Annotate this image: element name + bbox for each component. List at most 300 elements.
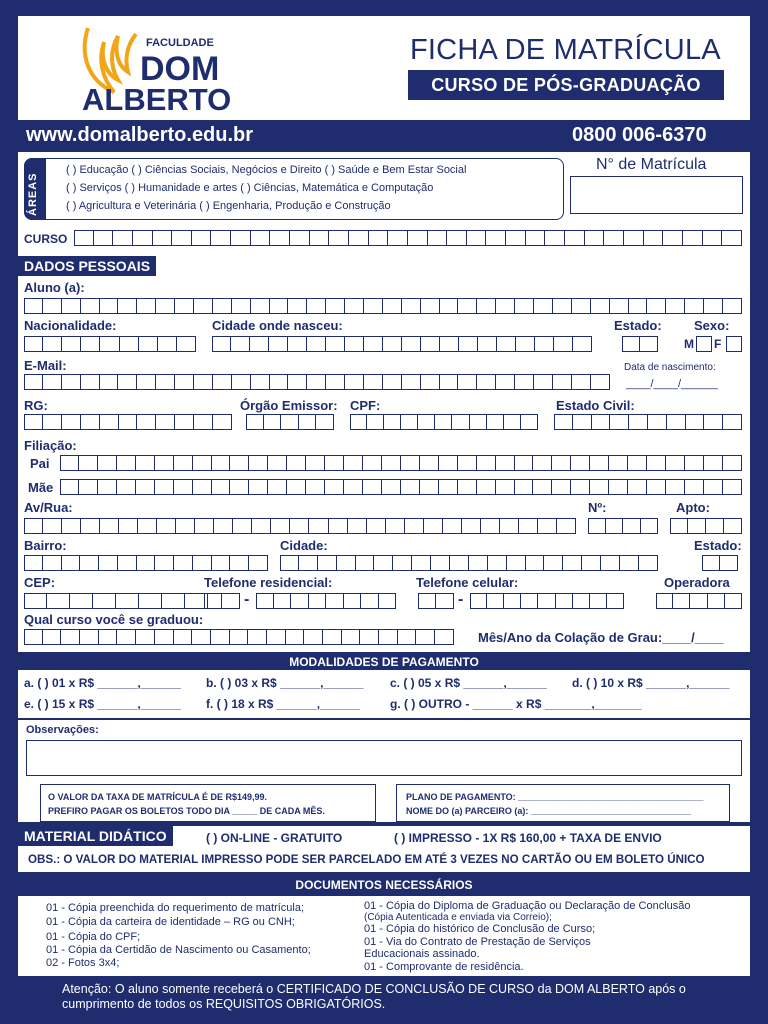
- char-box[interactable]: [670, 518, 688, 534]
- char-box[interactable]: [481, 518, 500, 534]
- char-box[interactable]: [557, 518, 576, 534]
- char-box[interactable]: [440, 298, 459, 314]
- char-box[interactable]: [326, 593, 344, 609]
- char-box[interactable]: [388, 230, 408, 246]
- char-box[interactable]: [222, 593, 240, 609]
- email-input[interactable]: [24, 374, 610, 390]
- char-box[interactable]: [418, 414, 435, 430]
- char-box[interactable]: [640, 336, 658, 352]
- char-box[interactable]: [533, 455, 552, 471]
- char-box[interactable]: [724, 518, 742, 534]
- char-box[interactable]: [24, 593, 47, 609]
- telefone-residencial-input[interactable]: [256, 593, 396, 609]
- char-box[interactable]: [175, 298, 194, 314]
- char-box[interactable]: [350, 414, 367, 430]
- estado-civil-input[interactable]: [554, 414, 742, 430]
- char-box[interactable]: [290, 230, 310, 246]
- char-box[interactable]: [554, 414, 573, 430]
- char-box[interactable]: [582, 555, 601, 571]
- char-box[interactable]: [268, 479, 287, 495]
- char-box[interactable]: [526, 555, 545, 571]
- char-box[interactable]: [515, 479, 534, 495]
- char-box[interactable]: [325, 455, 344, 471]
- char-box[interactable]: [439, 455, 458, 471]
- char-box[interactable]: [382, 455, 401, 471]
- char-box[interactable]: [100, 374, 119, 390]
- char-box[interactable]: [118, 298, 137, 314]
- char-box[interactable]: [500, 518, 519, 534]
- char-box[interactable]: [364, 336, 383, 352]
- char-box[interactable]: [367, 518, 386, 534]
- char-box[interactable]: [81, 298, 100, 314]
- char-box[interactable]: [344, 593, 362, 609]
- char-box[interactable]: [24, 555, 43, 571]
- char-box[interactable]: [421, 374, 440, 390]
- pai-input[interactable]: [60, 455, 742, 471]
- char-box[interactable]: [174, 479, 193, 495]
- char-box[interactable]: [516, 336, 535, 352]
- char-box[interactable]: [535, 336, 554, 352]
- char-box[interactable]: [119, 518, 138, 534]
- char-box[interactable]: [604, 230, 624, 246]
- char-box[interactable]: [62, 555, 81, 571]
- char-box[interactable]: [249, 479, 268, 495]
- dia-boleto-text[interactable]: PREFIRO PAGAR OS BOLETOS TODO DIA _____ DE CADA MÊS.: [48, 806, 325, 816]
- char-box[interactable]: [133, 230, 153, 246]
- char-box[interactable]: [571, 479, 590, 495]
- char-box[interactable]: [590, 593, 607, 609]
- char-box[interactable]: [402, 336, 421, 352]
- char-box[interactable]: [137, 555, 156, 571]
- char-box[interactable]: [100, 298, 119, 314]
- char-box[interactable]: [194, 374, 213, 390]
- char-box[interactable]: [117, 629, 136, 645]
- char-box[interactable]: [629, 414, 648, 430]
- cidade-nasceu-input[interactable]: [212, 336, 592, 352]
- char-box[interactable]: [421, 336, 440, 352]
- char-box[interactable]: [288, 374, 307, 390]
- char-box[interactable]: [62, 518, 81, 534]
- material-online-option[interactable]: ( ) ON-LINE - GRATUITO: [206, 831, 343, 845]
- char-box[interactable]: [24, 298, 43, 314]
- char-box[interactable]: [386, 518, 405, 534]
- char-box[interactable]: [641, 518, 659, 534]
- char-box[interactable]: [213, 414, 232, 430]
- char-box[interactable]: [329, 230, 349, 246]
- char-box[interactable]: [420, 455, 439, 471]
- char-box[interactable]: [24, 374, 43, 390]
- char-box[interactable]: [118, 555, 137, 571]
- char-box[interactable]: [379, 629, 398, 645]
- char-box[interactable]: [572, 298, 591, 314]
- char-box[interactable]: [361, 593, 379, 609]
- char-box[interactable]: [458, 455, 477, 471]
- char-box[interactable]: [610, 298, 629, 314]
- char-box[interactable]: [310, 230, 330, 246]
- char-box[interactable]: [666, 298, 685, 314]
- sexo-m-checkbox[interactable]: [696, 336, 712, 352]
- char-box[interactable]: [286, 629, 305, 645]
- numero-input[interactable]: [588, 518, 658, 534]
- char-box[interactable]: [249, 555, 268, 571]
- char-box[interactable]: [326, 374, 345, 390]
- char-box[interactable]: [609, 455, 628, 471]
- char-box[interactable]: [487, 593, 504, 609]
- char-box[interactable]: [252, 518, 271, 534]
- char-box[interactable]: [439, 479, 458, 495]
- char-box[interactable]: [363, 479, 382, 495]
- char-box[interactable]: [232, 374, 251, 390]
- char-box[interactable]: [251, 298, 270, 314]
- char-box[interactable]: [212, 479, 231, 495]
- char-box[interactable]: [573, 593, 590, 609]
- pagamento-opcao-e[interactable]: e. ( ) 15 x R$ ______,______: [24, 697, 181, 711]
- char-box[interactable]: [644, 230, 664, 246]
- char-box[interactable]: [230, 479, 249, 495]
- areas-line-3[interactable]: ( ) Agricultura e Veterinária ( ) Engenharia, Produção e Construção: [66, 200, 391, 212]
- mes-ano-colacao[interactable]: Mês/Ano da Colação de Grau:____/____: [478, 630, 724, 645]
- char-box[interactable]: [666, 455, 685, 471]
- char-box[interactable]: [271, 518, 290, 534]
- char-box[interactable]: [233, 518, 252, 534]
- char-box[interactable]: [306, 455, 325, 471]
- char-box[interactable]: [497, 336, 516, 352]
- aluno-input[interactable]: [24, 298, 742, 314]
- char-box[interactable]: [43, 414, 62, 430]
- char-box[interactable]: [401, 479, 420, 495]
- char-box[interactable]: [496, 298, 515, 314]
- char-box[interactable]: [211, 629, 230, 645]
- char-box[interactable]: [230, 455, 249, 471]
- char-box[interactable]: [440, 336, 459, 352]
- char-box[interactable]: [316, 414, 334, 430]
- char-box[interactable]: [431, 555, 450, 571]
- char-box[interactable]: [458, 374, 477, 390]
- char-box[interactable]: [193, 555, 212, 571]
- char-box[interactable]: [98, 455, 117, 471]
- char-box[interactable]: [119, 414, 138, 430]
- char-box[interactable]: [553, 374, 572, 390]
- char-box[interactable]: [401, 414, 418, 430]
- char-box[interactable]: [452, 414, 469, 430]
- nome-parceiro-field[interactable]: NOME DO (a) PARCEIRO (a): ________________________________: [406, 806, 692, 816]
- char-box[interactable]: [592, 414, 611, 430]
- char-box[interactable]: [249, 455, 268, 471]
- char-box[interactable]: [100, 336, 119, 352]
- char-box[interactable]: [706, 518, 724, 534]
- char-box[interactable]: [270, 374, 289, 390]
- char-box[interactable]: [139, 593, 162, 609]
- char-box[interactable]: [590, 479, 609, 495]
- char-box[interactable]: [174, 455, 193, 471]
- char-box[interactable]: [70, 593, 93, 609]
- char-box[interactable]: [325, 479, 344, 495]
- char-box[interactable]: [281, 414, 299, 430]
- char-box[interactable]: [725, 593, 742, 609]
- char-box[interactable]: [534, 374, 553, 390]
- char-box[interactable]: [81, 414, 100, 430]
- char-box[interactable]: [299, 555, 318, 571]
- char-box[interactable]: [94, 230, 114, 246]
- char-box[interactable]: [723, 479, 742, 495]
- char-box[interactable]: [153, 230, 173, 246]
- char-box[interactable]: [720, 555, 738, 571]
- char-box[interactable]: [307, 336, 326, 352]
- char-box[interactable]: [231, 336, 250, 352]
- char-box[interactable]: [60, 455, 79, 471]
- char-box[interactable]: [337, 555, 356, 571]
- char-box[interactable]: [80, 555, 99, 571]
- char-box[interactable]: [639, 555, 658, 571]
- char-box[interactable]: [384, 414, 401, 430]
- char-box[interactable]: [647, 455, 666, 471]
- char-box[interactable]: [443, 518, 462, 534]
- char-box[interactable]: [488, 555, 507, 571]
- char-box[interactable]: [43, 518, 62, 534]
- pagamento-opcao-b[interactable]: b. ( ) 03 x R$ ______,______: [206, 676, 364, 690]
- char-box[interactable]: [344, 479, 363, 495]
- char-box[interactable]: [688, 518, 706, 534]
- cidade-input[interactable]: [280, 555, 658, 571]
- char-box[interactable]: [521, 593, 538, 609]
- cpf-input[interactable]: [350, 414, 538, 430]
- char-box[interactable]: [552, 455, 571, 471]
- char-box[interactable]: [212, 555, 231, 571]
- char-box[interactable]: [458, 479, 477, 495]
- char-box[interactable]: [137, 414, 156, 430]
- char-box[interactable]: [666, 479, 685, 495]
- char-box[interactable]: [136, 479, 155, 495]
- char-box[interactable]: [155, 455, 174, 471]
- char-box[interactable]: [398, 629, 417, 645]
- char-box[interactable]: [232, 298, 251, 314]
- char-box[interactable]: [504, 414, 521, 430]
- char-box[interactable]: [62, 298, 81, 314]
- char-box[interactable]: [420, 479, 439, 495]
- char-box[interactable]: [113, 230, 133, 246]
- char-box[interactable]: [607, 593, 624, 609]
- char-box[interactable]: [264, 414, 282, 430]
- data-nascimento-input[interactable]: ____/____/______: [626, 378, 718, 390]
- char-box[interactable]: [81, 336, 100, 352]
- telefone-celular-ddd-input[interactable]: [418, 593, 454, 609]
- char-box[interactable]: [477, 479, 496, 495]
- char-box[interactable]: [402, 298, 421, 314]
- char-box[interactable]: [176, 518, 195, 534]
- char-box[interactable]: [629, 298, 648, 314]
- estado2-input[interactable]: [702, 555, 738, 571]
- char-box[interactable]: [572, 374, 591, 390]
- char-box[interactable]: [269, 336, 288, 352]
- char-box[interactable]: [193, 479, 212, 495]
- orgao-emissor-input[interactable]: [246, 414, 334, 430]
- char-box[interactable]: [43, 336, 62, 352]
- char-box[interactable]: [383, 298, 402, 314]
- char-box[interactable]: [515, 298, 534, 314]
- char-box[interactable]: [118, 374, 137, 390]
- char-box[interactable]: [256, 593, 274, 609]
- char-box[interactable]: [379, 593, 397, 609]
- char-box[interactable]: [323, 629, 342, 645]
- char-box[interactable]: [467, 230, 487, 246]
- char-box[interactable]: [704, 414, 723, 430]
- char-box[interactable]: [496, 455, 515, 471]
- char-box[interactable]: [545, 230, 565, 246]
- char-box[interactable]: [117, 455, 136, 471]
- pagamento-opcao-f[interactable]: f. ( ) 18 x R$ ______,______: [206, 697, 361, 711]
- char-box[interactable]: [306, 479, 325, 495]
- char-box[interactable]: [250, 336, 269, 352]
- char-box[interactable]: [24, 336, 43, 352]
- char-box[interactable]: [62, 336, 81, 352]
- char-box[interactable]: [393, 555, 412, 571]
- plano-pagamento-field[interactable]: PLANO DE PAGAMENTO: _____________________________________: [406, 792, 704, 802]
- char-box[interactable]: [408, 230, 428, 246]
- operadora-input[interactable]: [656, 593, 742, 609]
- char-box[interactable]: [723, 414, 742, 430]
- char-box[interactable]: [585, 230, 605, 246]
- char-box[interactable]: [192, 629, 211, 645]
- char-box[interactable]: [704, 298, 723, 314]
- char-box[interactable]: [506, 230, 526, 246]
- char-box[interactable]: [364, 298, 383, 314]
- char-box[interactable]: [401, 455, 420, 471]
- qual-curso-input[interactable]: [24, 629, 454, 645]
- observacoes-field[interactable]: [26, 740, 742, 776]
- char-box[interactable]: [156, 414, 175, 430]
- char-box[interactable]: [299, 414, 317, 430]
- char-box[interactable]: [136, 629, 155, 645]
- char-box[interactable]: [155, 555, 174, 571]
- char-box[interactable]: [248, 629, 267, 645]
- apto-input[interactable]: [670, 518, 742, 534]
- char-box[interactable]: [345, 374, 364, 390]
- char-box[interactable]: [622, 336, 640, 352]
- char-box[interactable]: [81, 374, 100, 390]
- char-box[interactable]: [192, 230, 212, 246]
- char-box[interactable]: [515, 455, 534, 471]
- char-box[interactable]: [647, 479, 666, 495]
- pagamento-opcao-d[interactable]: d. ( ) 10 x R$ ______,______: [572, 676, 730, 690]
- char-box[interactable]: [374, 555, 393, 571]
- char-box[interactable]: [175, 374, 194, 390]
- char-box[interactable]: [591, 374, 610, 390]
- char-box[interactable]: [195, 518, 214, 534]
- sexo-f-checkbox[interactable]: [726, 336, 742, 352]
- char-box[interactable]: [172, 230, 192, 246]
- char-box[interactable]: [43, 629, 62, 645]
- char-box[interactable]: [155, 479, 174, 495]
- char-box[interactable]: [440, 374, 459, 390]
- char-box[interactable]: [534, 298, 553, 314]
- char-box[interactable]: [383, 336, 402, 352]
- char-box[interactable]: [79, 479, 98, 495]
- char-box[interactable]: [211, 230, 231, 246]
- char-box[interactable]: [486, 230, 506, 246]
- char-box[interactable]: [412, 555, 431, 571]
- char-box[interactable]: [61, 629, 80, 645]
- char-box[interactable]: [416, 629, 435, 645]
- char-box[interactable]: [364, 374, 383, 390]
- char-box[interactable]: [496, 374, 515, 390]
- char-box[interactable]: [307, 298, 326, 314]
- char-box[interactable]: [74, 230, 94, 246]
- char-box[interactable]: [230, 629, 249, 645]
- char-box[interactable]: [120, 336, 139, 352]
- char-box[interactable]: [137, 374, 156, 390]
- char-box[interactable]: [458, 298, 477, 314]
- char-box[interactable]: [246, 414, 264, 430]
- char-box[interactable]: [673, 593, 690, 609]
- char-box[interactable]: [556, 593, 573, 609]
- char-box[interactable]: [175, 414, 194, 430]
- char-box[interactable]: [349, 230, 369, 246]
- char-box[interactable]: [363, 455, 382, 471]
- char-box[interactable]: [369, 230, 389, 246]
- char-box[interactable]: [722, 230, 742, 246]
- char-box[interactable]: [158, 336, 177, 352]
- char-box[interactable]: [685, 298, 704, 314]
- char-box[interactable]: [287, 455, 306, 471]
- areas-line-2[interactable]: ( ) Serviços ( ) Humanidade e artes ( ) Ciências, Matemática e Computação: [66, 182, 434, 194]
- char-box[interactable]: [683, 230, 703, 246]
- char-box[interactable]: [663, 230, 683, 246]
- char-box[interactable]: [139, 336, 158, 352]
- char-box[interactable]: [213, 298, 232, 314]
- char-box[interactable]: [591, 298, 610, 314]
- char-box[interactable]: [212, 336, 231, 352]
- char-box[interactable]: [421, 298, 440, 314]
- char-box[interactable]: [519, 518, 538, 534]
- estado-input[interactable]: [622, 336, 658, 352]
- char-box[interactable]: [251, 230, 271, 246]
- char-box[interactable]: [43, 298, 62, 314]
- char-box[interactable]: [138, 518, 157, 534]
- char-box[interactable]: [212, 455, 231, 471]
- char-box[interactable]: [565, 230, 585, 246]
- char-box[interactable]: [43, 374, 62, 390]
- char-box[interactable]: [100, 414, 119, 430]
- char-box[interactable]: [79, 455, 98, 471]
- char-box[interactable]: [418, 593, 436, 609]
- char-box[interactable]: [213, 374, 232, 390]
- char-box[interactable]: [685, 455, 704, 471]
- matricula-number-field[interactable]: [570, 176, 743, 214]
- mae-input[interactable]: [60, 479, 742, 495]
- char-box[interactable]: [628, 479, 647, 495]
- char-box[interactable]: [507, 555, 526, 571]
- char-box[interactable]: [345, 336, 364, 352]
- char-box[interactable]: [620, 555, 639, 571]
- char-box[interactable]: [515, 374, 534, 390]
- char-box[interactable]: [623, 518, 641, 534]
- char-box[interactable]: [648, 414, 667, 430]
- char-box[interactable]: [435, 629, 454, 645]
- char-box[interactable]: [137, 298, 156, 314]
- char-box[interactable]: [60, 479, 79, 495]
- char-box[interactable]: [344, 455, 363, 471]
- char-box[interactable]: [62, 374, 81, 390]
- char-box[interactable]: [609, 479, 628, 495]
- website-link[interactable]: www.domalberto.edu.br: [26, 124, 254, 146]
- char-box[interactable]: [230, 555, 249, 571]
- char-box[interactable]: [99, 555, 118, 571]
- char-box[interactable]: [703, 230, 723, 246]
- char-box[interactable]: [478, 336, 497, 352]
- char-box[interactable]: [291, 593, 309, 609]
- char-box[interactable]: [194, 414, 213, 430]
- char-box[interactable]: [708, 593, 725, 609]
